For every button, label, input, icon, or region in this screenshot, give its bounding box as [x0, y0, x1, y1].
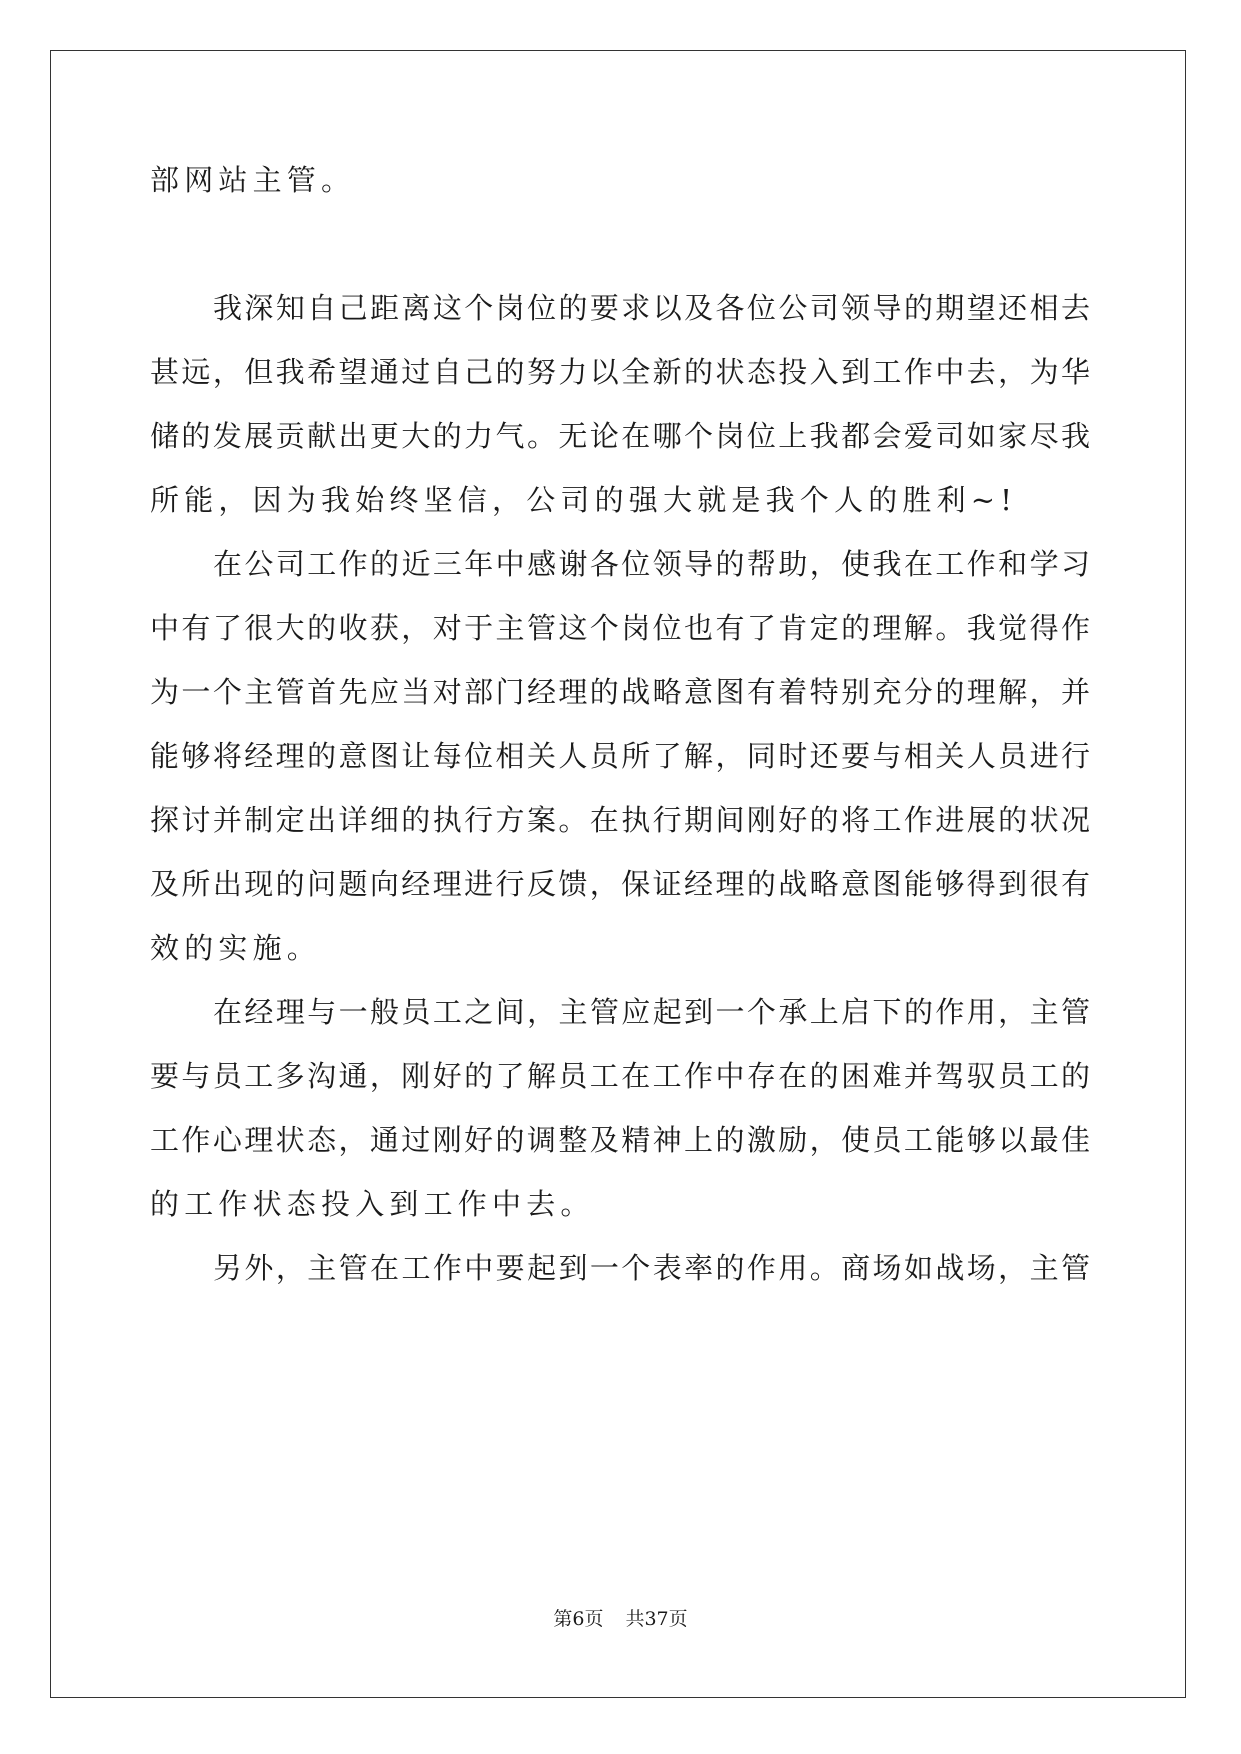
text-line: 工作心理状态，通过刚好的调整及精神上的激励，使员工能够以最佳 [150, 1123, 1090, 1157]
text-line: 在公司工作的近三年中感谢各位领导的帮助，使我在工作和学习 [213, 547, 1090, 581]
text-line: 储的发展贡献出更大的力气。无论在哪个岗位上我都会爱司如家尽我 [150, 419, 1090, 453]
document-body [150, 148, 1090, 1300]
text-line: 我深知自己距离这个岗位的要求以及各位公司领导的期望还相去 [213, 291, 1090, 325]
page-footer [0, 1604, 1241, 1631]
text-line: 部网站主管。 [150, 163, 356, 197]
text-line: 及所出现的问题向经理进行反馈，保证经理的战略意图能够得到很有 [150, 867, 1090, 901]
text-line: 效的实施。 [150, 931, 322, 965]
text-line: 中有了很大的收获，对于主管这个岗位也有了肯定的理解。我觉得作 [150, 611, 1090, 645]
text-line: 为一个主管首先应当对部门经理的战略意图有着特别充分的理解，并 [150, 675, 1090, 709]
text-line: 所能，因为我始终坚信，公司的强大就是我个人的胜利~! [150, 483, 1018, 517]
page-number: 第6页 [553, 1608, 604, 1630]
text-line: 另外，主管在工作中要起到一个表率的作用。商场如战场，主管 [213, 1251, 1090, 1285]
text-line: 要与员工多沟通，刚好的了解员工在工作中存在的困难并驾驭员工的 [150, 1059, 1090, 1093]
text-line: 能够将经理的意图让每位相关人员所了解，同时还要与相关人员进行 [150, 739, 1090, 773]
text-line: 在经理与一般员工之间，主管应起到一个承上启下的作用，主管 [213, 995, 1090, 1029]
blank-line [150, 212, 1090, 276]
text-line: 的工作状态投入到工作中去。 [150, 1187, 595, 1221]
text-line: 甚远，但我希望通过自己的努力以全新的状态投入到工作中去，为华 [150, 355, 1090, 389]
page-total: 共37页 [625, 1608, 688, 1630]
text-line: 探讨并制定出详细的执行方案。在执行期间刚好的将工作进展的状况 [150, 803, 1090, 837]
